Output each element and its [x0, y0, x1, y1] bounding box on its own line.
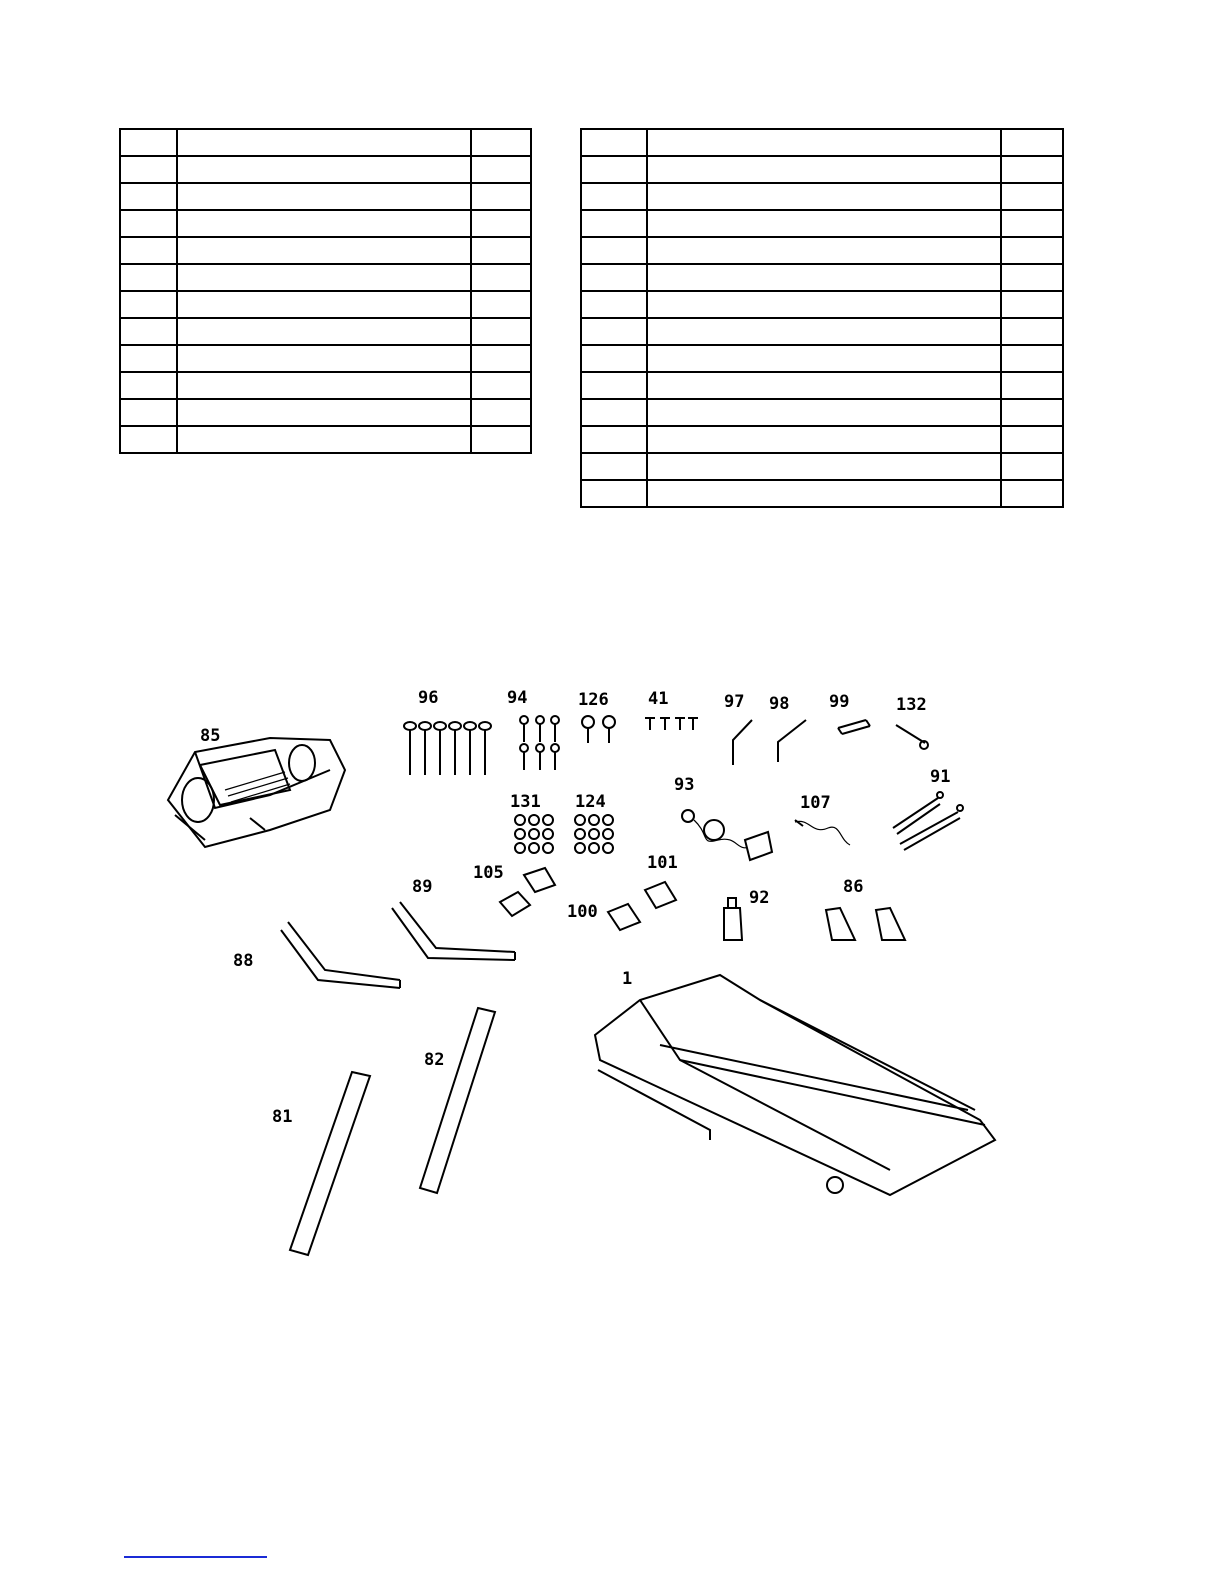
upright-81: [272, 1072, 370, 1255]
table-cell: [177, 426, 472, 453]
label-100: 100: [567, 902, 598, 922]
table-row: [120, 210, 531, 237]
water-bottle-92: [724, 888, 769, 940]
table-row: [581, 453, 1063, 480]
bolts-96: [404, 688, 491, 775]
table-cell: [1001, 399, 1063, 426]
table-cell: [120, 372, 177, 399]
label-89: 89: [412, 877, 433, 897]
table-cell: [120, 156, 177, 183]
bolt-head: [449, 722, 461, 730]
label-88: 88: [233, 951, 254, 971]
screws-126: [578, 690, 615, 743]
table-cell: [581, 480, 647, 507]
table-cell: [471, 210, 531, 237]
table-cell: [120, 426, 177, 453]
part-101: [645, 853, 678, 908]
bolt-head: [419, 722, 431, 730]
table-cell: [120, 237, 177, 264]
table-cell: [581, 291, 647, 318]
table-row: [581, 480, 1063, 507]
table-row: [120, 318, 531, 345]
handlebar-89: [392, 877, 515, 960]
table-cell: [1001, 129, 1063, 156]
table-row: [581, 210, 1063, 237]
label-132: 132: [896, 695, 927, 715]
screw-head: [536, 716, 544, 724]
label-1: 1: [622, 969, 633, 989]
nut: [575, 843, 585, 853]
part-132: [896, 695, 928, 749]
table-cell: [581, 237, 647, 264]
table-cell: [120, 399, 177, 426]
nut: [543, 815, 553, 825]
label-93: 93: [674, 775, 695, 795]
label-124: 124: [575, 792, 606, 812]
table-row: [581, 372, 1063, 399]
table-cell: [647, 264, 1002, 291]
nuts-131: [510, 792, 553, 853]
table-cell: [647, 129, 1002, 156]
bolt-head: [464, 722, 476, 730]
label-81: 81: [272, 1107, 293, 1127]
screw-head: [520, 716, 528, 724]
nut: [529, 815, 539, 825]
table-row: [120, 345, 531, 372]
nut: [529, 829, 539, 839]
table-cell: [120, 129, 177, 156]
table-row: [120, 129, 531, 156]
part-99: [829, 692, 870, 734]
table-cell: [120, 345, 177, 372]
table-cell: [1001, 264, 1063, 291]
allen-key-98: [769, 694, 806, 762]
parts-table-left: [119, 128, 532, 454]
nut: [543, 843, 553, 853]
table-cell: [1001, 156, 1063, 183]
table-cell: [177, 318, 472, 345]
table-cell: [177, 210, 472, 237]
nut: [603, 815, 613, 825]
table-row: [581, 129, 1063, 156]
bolt-head: [434, 722, 446, 730]
label-41: 41: [648, 689, 669, 709]
label-107: 107: [800, 793, 831, 813]
table-cell: [471, 183, 531, 210]
table-cell: [1001, 372, 1063, 399]
table-cell: [647, 237, 1002, 264]
screw-head: [520, 744, 528, 752]
table-row: [581, 399, 1063, 426]
table-cell: [581, 129, 647, 156]
bolt-head: [479, 722, 491, 730]
table-row: [581, 426, 1063, 453]
nut: [589, 843, 599, 853]
table-cell: [581, 264, 647, 291]
table-cell: [1001, 345, 1063, 372]
table-row: [581, 318, 1063, 345]
parts-table-right-body: [581, 129, 1063, 507]
table-row: [581, 183, 1063, 210]
table-cell: [1001, 183, 1063, 210]
nut: [575, 815, 585, 825]
table-cell: [471, 372, 531, 399]
nut: [515, 829, 525, 839]
parts-diagram: [0, 640, 1224, 1300]
console-part: [168, 726, 345, 847]
nut: [603, 829, 613, 839]
table-cell: [177, 264, 472, 291]
allen-key-97: [724, 692, 752, 765]
label-91: 91: [930, 767, 951, 787]
table-row: [120, 399, 531, 426]
nut: [543, 829, 553, 839]
table-cell: [1001, 426, 1063, 453]
nut: [515, 843, 525, 853]
label-131: 131: [510, 792, 541, 812]
table-cell: [647, 345, 1002, 372]
label-86: 86: [843, 877, 864, 897]
table-cell: [471, 345, 531, 372]
table-cell: [471, 129, 531, 156]
label-105: 105: [473, 863, 504, 883]
table-cell: [647, 372, 1002, 399]
screws-94: [507, 688, 559, 770]
table-cell: [1001, 237, 1063, 264]
parts-table-left-body: [120, 129, 531, 453]
table-cell: [581, 156, 647, 183]
table-cell: [647, 399, 1002, 426]
table-cell: [471, 399, 531, 426]
table-row: [120, 237, 531, 264]
table-cell: [177, 183, 472, 210]
parts-table-right: [580, 128, 1064, 508]
table-row: [120, 264, 531, 291]
table-cell: [581, 345, 647, 372]
nut: [575, 829, 585, 839]
table-cell: [177, 237, 472, 264]
table-cell: [471, 318, 531, 345]
table-cell: [177, 399, 472, 426]
table-row: [120, 291, 531, 318]
part-105: [473, 863, 555, 916]
cup-holders-86: [826, 877, 905, 940]
table-row: [581, 237, 1063, 264]
table-cell: [581, 426, 647, 453]
table-cell: [120, 318, 177, 345]
table-cell: [1001, 453, 1063, 480]
table-cell: [471, 264, 531, 291]
upright-82: [420, 1008, 495, 1193]
table-cell: [581, 372, 647, 399]
label-97: 97: [724, 692, 745, 712]
label-82: 82: [424, 1050, 445, 1070]
table-cell: [471, 237, 531, 264]
table-cell: [581, 318, 647, 345]
table-row: [120, 372, 531, 399]
table-cell: [1001, 210, 1063, 237]
springs-91: [893, 767, 963, 850]
screw-head: [551, 744, 559, 752]
label-99: 99: [829, 692, 850, 712]
table-cell: [471, 156, 531, 183]
table-cell: [647, 291, 1002, 318]
table-cell: [581, 399, 647, 426]
table-cell: [177, 129, 472, 156]
label-126: 126: [578, 690, 609, 710]
nut: [589, 815, 599, 825]
table-cell: [120, 210, 177, 237]
bolt-head: [404, 722, 416, 730]
label-94: 94: [507, 688, 528, 708]
table-row: [581, 291, 1063, 318]
nut: [603, 843, 613, 853]
table-cell: [647, 183, 1002, 210]
nuts-124: [575, 792, 613, 853]
table-row: [120, 426, 531, 453]
table-cell: [471, 291, 531, 318]
nut: [515, 815, 525, 825]
table-cell: [471, 426, 531, 453]
screw-head: [536, 744, 544, 752]
screw-head: [551, 716, 559, 724]
table-cell: [177, 291, 472, 318]
footer-link-underline: [124, 1556, 267, 1558]
table-row: [581, 156, 1063, 183]
table-cell: [177, 372, 472, 399]
table-cell: [120, 183, 177, 210]
table-cell: [1001, 291, 1063, 318]
table-cell: [581, 453, 647, 480]
table-cell: [647, 156, 1002, 183]
label-85: 85: [200, 726, 221, 746]
table-cell: [177, 156, 472, 183]
table-cell: [1001, 480, 1063, 507]
table-cell: [1001, 318, 1063, 345]
table-cell: [647, 210, 1002, 237]
table-row: [120, 183, 531, 210]
safety-key-93: [674, 775, 772, 860]
table-cell: [647, 318, 1002, 345]
table-row: [581, 345, 1063, 372]
part-100: [567, 902, 640, 930]
table-row: [581, 264, 1063, 291]
table-cell: [647, 426, 1002, 453]
table-cell: [647, 480, 1002, 507]
table-cell: [581, 183, 647, 210]
label-101: 101: [647, 853, 678, 873]
nut: [589, 829, 599, 839]
table-cell: [120, 291, 177, 318]
screws-41: [645, 689, 698, 730]
label-92: 92: [749, 888, 770, 908]
label-98: 98: [769, 694, 790, 714]
handlebar-88: [233, 922, 400, 988]
table-row: [120, 156, 531, 183]
power-cord-107: [795, 793, 850, 845]
label-96: 96: [418, 688, 439, 708]
treadmill-base-1: [595, 969, 995, 1195]
table-cell: [177, 345, 472, 372]
table-cell: [581, 210, 647, 237]
table-cell: [647, 453, 1002, 480]
table-cell: [120, 264, 177, 291]
nut: [529, 843, 539, 853]
